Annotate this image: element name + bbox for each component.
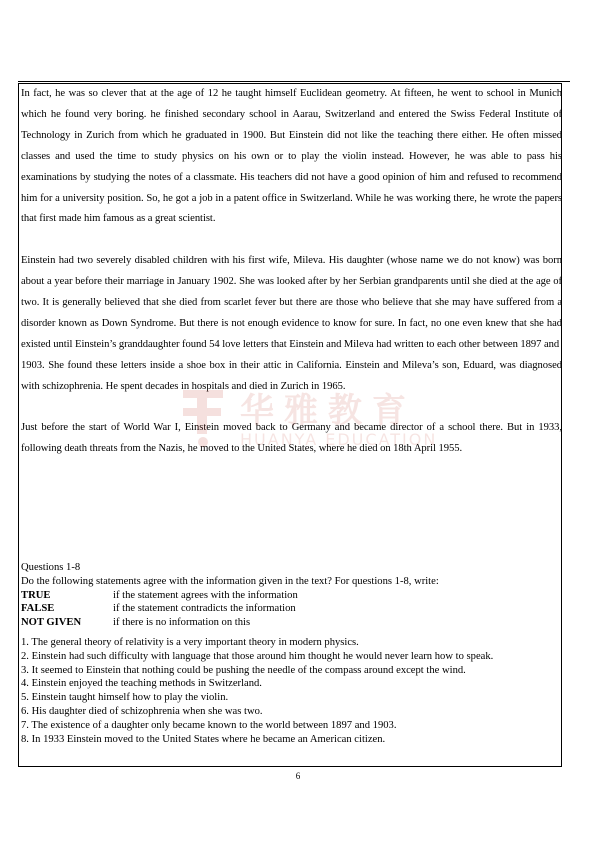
paragraph-2: Einstein had two severely disabled children with his first wife, Mileva. His daughter (whose name we do not know) was born about a year before their marriage in January 1902. She was looked after by her Serbian grandparents until she died at the age of two. It is generally believed that she died from scarlet fever but there are those who believe that she may have suffered from a disorder known as Down Syndrome. But there is not enough evidence to know for sure. In fact, no one even knew that she had existed until Einstein’s granddaughter found 54 love letters that Einstein and Mileva had written to each other between 1897 and xyxy=(21,255,562,350)
paragraph-3: 1903. She found these letters inside a shoe box in their attic in California. Einstein and Mileva’s son, Eduard, was diagnosed with schizophrenia. He spent decades in hospitals and died in Zurich in 1965. xyxy=(21,359,562,392)
page-number: 6 xyxy=(295,771,301,781)
legend-term: TRUE xyxy=(21,589,51,601)
questions-instruction: Do the following statements agree with the information given in the text? For questions 1-8, write: xyxy=(21,575,439,587)
paragraph-4: Just before the start of World War I, Einstein moved back to Germany and became director of a school there. But in 1933, following death threats from the Nazis, he moved to the United States, where he died on 18th April 1955. xyxy=(21,422,562,455)
legend-desc: if there is no information on this xyxy=(113,617,251,629)
watermark-english: HUANYA EDUCATION xyxy=(240,430,438,449)
legend-desc: if the statement contradicts the information xyxy=(113,603,296,615)
legend-desc: if the statement agrees with the information xyxy=(113,589,298,601)
legend-row xyxy=(21,602,561,616)
question-item: 7. The existence of a daughter only became known to the world between 1897 and 1903. xyxy=(21,719,397,731)
questions-section xyxy=(21,561,561,746)
question-item: 2. Einstein had such difficulty with language that those around him thought he would never learn how to speak. xyxy=(21,650,494,662)
questions-heading: Questions 1-8 xyxy=(21,562,81,573)
watermark-chinese: 华雅教育 xyxy=(240,391,416,431)
question-list xyxy=(21,636,561,746)
question-item: 5. Einstein taught himself how to play the violin. xyxy=(21,692,229,704)
legend-row xyxy=(21,589,561,603)
question-item: 8. In 1933 Einstein moved to the United States where he became an American citizen. xyxy=(21,733,386,745)
answer-legend xyxy=(21,589,561,630)
legend-term: NOT GIVEN xyxy=(21,617,82,629)
question-item: 1. The general theory of relativity is a very important theory in modern physics. xyxy=(21,636,359,648)
legend-row xyxy=(21,616,561,630)
question-item: 3. It seemed to Einstein that nothing could be pushing the needle of the compass around except the wind. xyxy=(21,664,466,676)
paragraph-1: In fact, he was so clever that at the age of 12 he taught himself Euclidean geometry. At fifteen, he went to school in Munich which he found very boring. he finished secondary school in Aarau, Switzerland and entered the Swiss Federal Institute of Technology in Zurich from which he graduated in 1900. But Einstein did not like the teaching there either. He often missed classes and used the time to study physics on his own or to play the violin instead. However, he was able to pass his examinations by studying the notes of a classmate. His teachers did not have a good opinion of him and refused to recommend him for a university position. So, he got a job in a patent office in Switzerland. While he was working there, he wrote the papers that first made him famous as a great scientist. xyxy=(21,88,562,225)
legend-term: FALSE xyxy=(21,603,55,615)
top-rule xyxy=(18,81,570,82)
question-item: 6. His daughter died of schizophrenia when she was two. xyxy=(21,705,263,717)
question-item: 4. Einstein enjoyed the teaching methods in Switzerland. xyxy=(21,678,262,690)
watermark-text xyxy=(240,392,437,450)
